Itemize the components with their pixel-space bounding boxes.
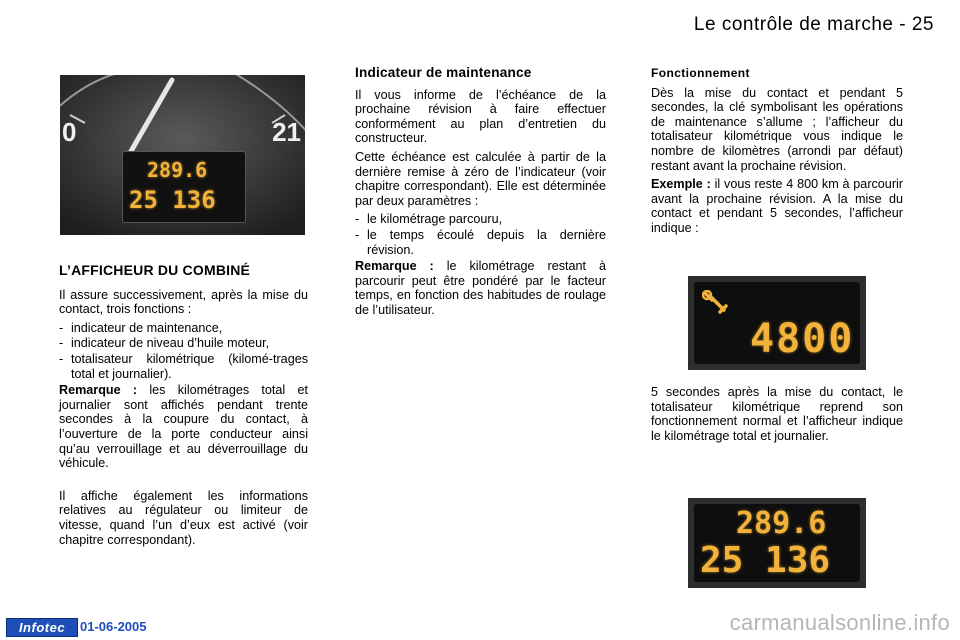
list-item: - indicateur de maintenance,: [59, 321, 308, 336]
paragraph-info: Il vous informe de l’échéance de la prochaine révision à faire effectuer conformément au plan d’entretien du constructeur.: [355, 87, 606, 146]
cluster-lcd-screen: [122, 151, 246, 223]
paragraph-echeance: Cette échéance est calculée à partir de la dernière remise à zéro de l’indicateur (voir chapitre correspondant). Elle est déterminée par deux paramètres :: [355, 149, 606, 208]
cluster-figure: [60, 75, 305, 235]
maintenance-km-value: 4800: [750, 316, 855, 362]
odometer-total-value: 25 136: [700, 540, 831, 581]
site-watermark: carmanualsonline.info: [729, 610, 950, 635]
remark-text: le kilométrage restant à parcourir peut être pondéré par le facteur temps, en fonction des habitudes de roulage de l’utilisateur.: [355, 259, 606, 317]
odometer-trip-value: 289.6: [736, 506, 827, 541]
wrench-icon: [702, 290, 732, 316]
list-item: - indicateur de niveau d’huile moteur,: [59, 336, 308, 351]
paragraph-fonctionnement: Dès la mise du contact et pendant 5 secondes, la clé symbolisant les opérations de maintenance s’allume ; l’afficheur du totalisateur kilométrique vous indique le nombre de kilomètres (arrondi par défaut) restant avant la prochaine révision.: [651, 85, 903, 173]
example-paragraph: [651, 177, 903, 235]
list-item: - totalisateur kilométrique (kilomé-trages total et journalier).: [59, 352, 308, 381]
lcd-trip-value: 289.6: [147, 158, 208, 182]
remark-paragraph: [355, 259, 606, 317]
maintenance-lcd-screen: [694, 282, 860, 364]
remark-paragraph: [59, 383, 308, 471]
odometer-lcd-screen: [694, 504, 860, 582]
section-heading-indicateur: Indicateur de maintenance: [355, 65, 532, 80]
paragraph-after-5s: 5 secondes après la mise du contact, le totalisateur kilométrique reprend son fonctionnement normal et l’afficheur indique le kilométrage total et journalier.: [651, 385, 903, 443]
paragraph-regulateur: Il affiche également les informations relatives au régulateur ou limiteur de vitesse, quand l’un d’eux est activé (voir chapitre correspondant).: [59, 488, 308, 547]
dial-label-left: 0: [62, 117, 77, 147]
section-heading-afficheur: L’AFFICHEUR DU COMBINÉ: [59, 262, 251, 278]
column-indicateur: [355, 66, 606, 322]
footer-date: 01-06-2005: [80, 619, 147, 634]
function-list: [59, 321, 308, 381]
remark-label: Remarque :: [355, 259, 434, 274]
example-text: il vous reste 4 800 km à parcourir avant la prochaine révision. A la mise du contact et pendant 5 secondes, l’afficheur indique :: [651, 177, 903, 235]
example-label: Exemple :: [651, 177, 711, 192]
list-item: - le temps écoulé depuis la dernière révision.: [355, 228, 606, 257]
dial-label-right: 21: [272, 117, 301, 147]
badge-label: Infotec: [18, 620, 66, 635]
infotec-badge: [6, 618, 78, 637]
paragraph-intro: Il assure successivement, après la mise du contact, trois fonctions :: [59, 287, 308, 317]
page-header-title: Le contrôle de marche - 25: [693, 14, 934, 35]
remark-text: les kilométrages total et journalier sont affichés pendant trente secondes à la coupure du contact, à l’ouverture de la porte conducteur ainsi qu’au verrouillage et au déverrouillage du véhicule.: [59, 383, 308, 471]
maintenance-display-figure: [688, 276, 866, 370]
list-item: - le kilométrage parcouru,: [355, 212, 606, 227]
column-fonctionnement: [651, 66, 903, 443]
parameter-list: [355, 212, 606, 257]
lcd-total-value: 25 136: [129, 186, 216, 214]
odometer-display-figure: [688, 498, 866, 588]
remark-label: Remarque :: [59, 383, 138, 398]
column-afficheur: [59, 263, 308, 551]
section-heading-fonctionnement: Fonctionnement: [651, 66, 750, 80]
